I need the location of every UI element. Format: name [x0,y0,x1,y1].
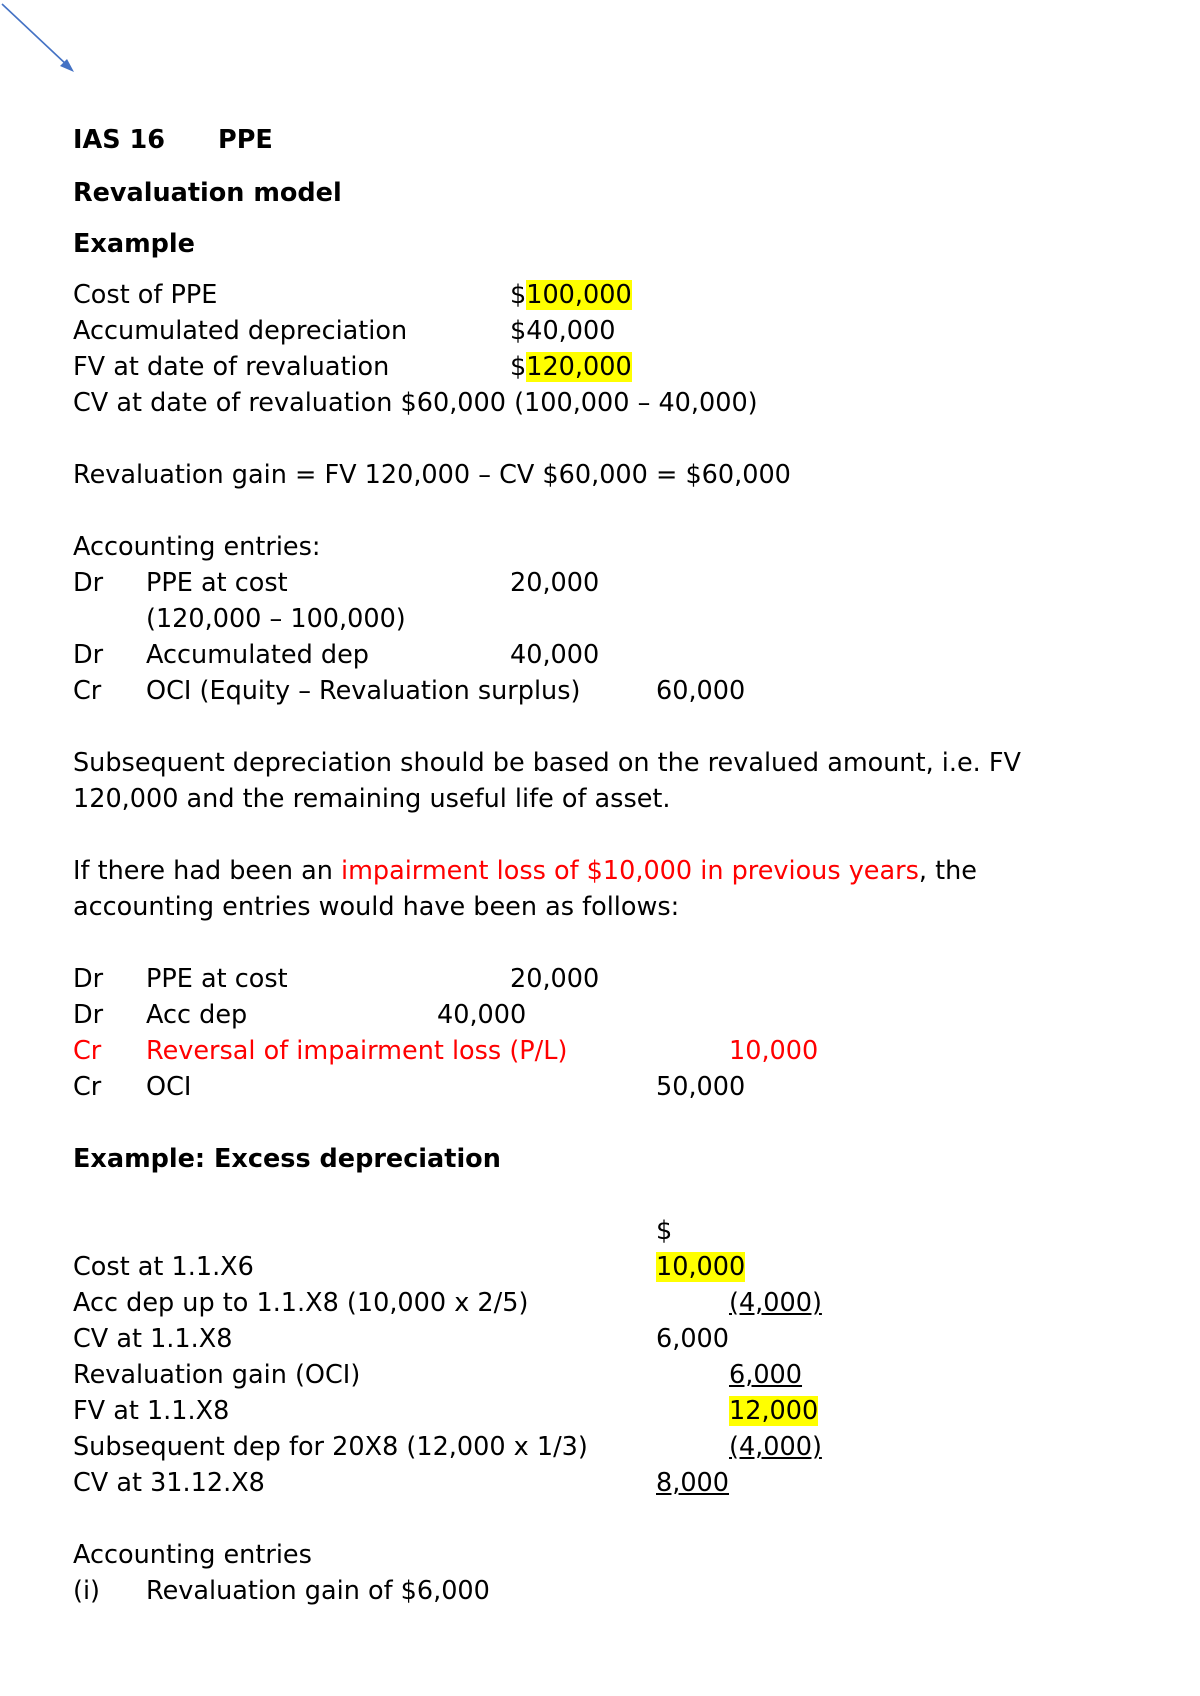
entry-amount: 50,000 [656,1072,746,1102]
entry-side: Cr [73,1072,102,1102]
entry-amount: 20,000 [510,568,600,598]
entry-amount: 40,000 [437,1000,527,1030]
subsequent-line-2: 120,000 and the remaining useful life of asset. [73,784,671,814]
entry-side: Dr [73,964,104,994]
entry-account: Accumulated dep [146,640,369,670]
excess-label: Revaluation gain (OCI) [73,1360,361,1390]
fact-label: Accumulated depreciation [73,316,408,346]
entry-amount: 40,000 [510,640,600,670]
subheading: Revaluation model [73,178,342,208]
entry-side: Dr [73,1000,104,1030]
entry-account: Acc dep [146,1000,248,1030]
final-title: Accounting entries [73,1540,312,1570]
entry-note: (120,000 – 100,000) [146,604,406,634]
cv-line: CV at date of revaluation $60,000 (100,000 – 40,000) [73,388,758,418]
excess-value: 8,000 [656,1468,730,1498]
excess-value: (4,000) [729,1288,822,1318]
excess-value: 10,000 [656,1252,746,1282]
entry-account: OCI [146,1072,192,1102]
entry-side: Dr [73,568,104,598]
final-item-num: (i) [73,1576,100,1606]
gain-line: Revaluation gain = FV 120,000 – CV $60,000 = $60,000 [73,460,791,490]
fact-value: $120,000 [510,352,632,382]
fact-label: Cost of PPE [73,280,218,310]
entry-account: PPE at cost [146,964,288,994]
excess-title: Example: Excess depreciation [73,1144,501,1174]
excess-label: Subsequent dep for 20X8 (12,000 x 1/3) [73,1432,588,1462]
entry-account: Reversal of impairment loss (P/L) [146,1036,568,1066]
impairment-line-2: accounting entries would have been as follows: [73,892,680,922]
subsequent-line-1: Subsequent depreciation should be based on the revalued amount, i.e. FV [73,748,1021,778]
excess-value: 6,000 [729,1360,803,1390]
entry-account: OCI (Equity – Revaluation surplus) [146,676,581,706]
excess-label: CV at 31.12.X8 [73,1468,265,1498]
excess-label: Cost at 1.1.X6 [73,1252,254,1282]
entry-side: Dr [73,640,104,670]
excess-label: Acc dep up to 1.1.X8 (10,000 x 2/5) [73,1288,529,1318]
heading-right: PPE [218,125,273,155]
example-title: Example [73,229,195,259]
entries-title: Accounting entries: [73,532,321,562]
excess-label: FV at 1.1.X8 [73,1396,230,1426]
fact-value: $40,000 [510,316,616,346]
fact-value: $100,000 [510,280,632,310]
fact-label: FV at date of revaluation [73,352,390,382]
excess-value: (4,000) [729,1432,822,1462]
arrow-icon [0,0,90,90]
entry-amount: 60,000 [656,676,746,706]
impairment-emphasis: impairment loss of $10,000 in previous years [340,856,919,886]
excess-value: 12,000 [729,1396,819,1426]
entry-account: PPE at cost [146,568,288,598]
excess-value: 6,000 [656,1324,730,1354]
excess-label: CV at 1.1.X8 [73,1324,233,1354]
entry-side: Cr [73,676,102,706]
entry-side: Cr [73,1036,102,1066]
entry-amount: 20,000 [510,964,600,994]
entry-amount: 10,000 [729,1036,819,1066]
heading-left: IAS 16 [73,125,165,155]
impairment-line-1: If there had been an impairment loss of $10,000 in previous years, the [73,856,977,886]
currency-header: $ [656,1216,673,1246]
final-item-text: Revaluation gain of $6,000 [146,1576,490,1606]
